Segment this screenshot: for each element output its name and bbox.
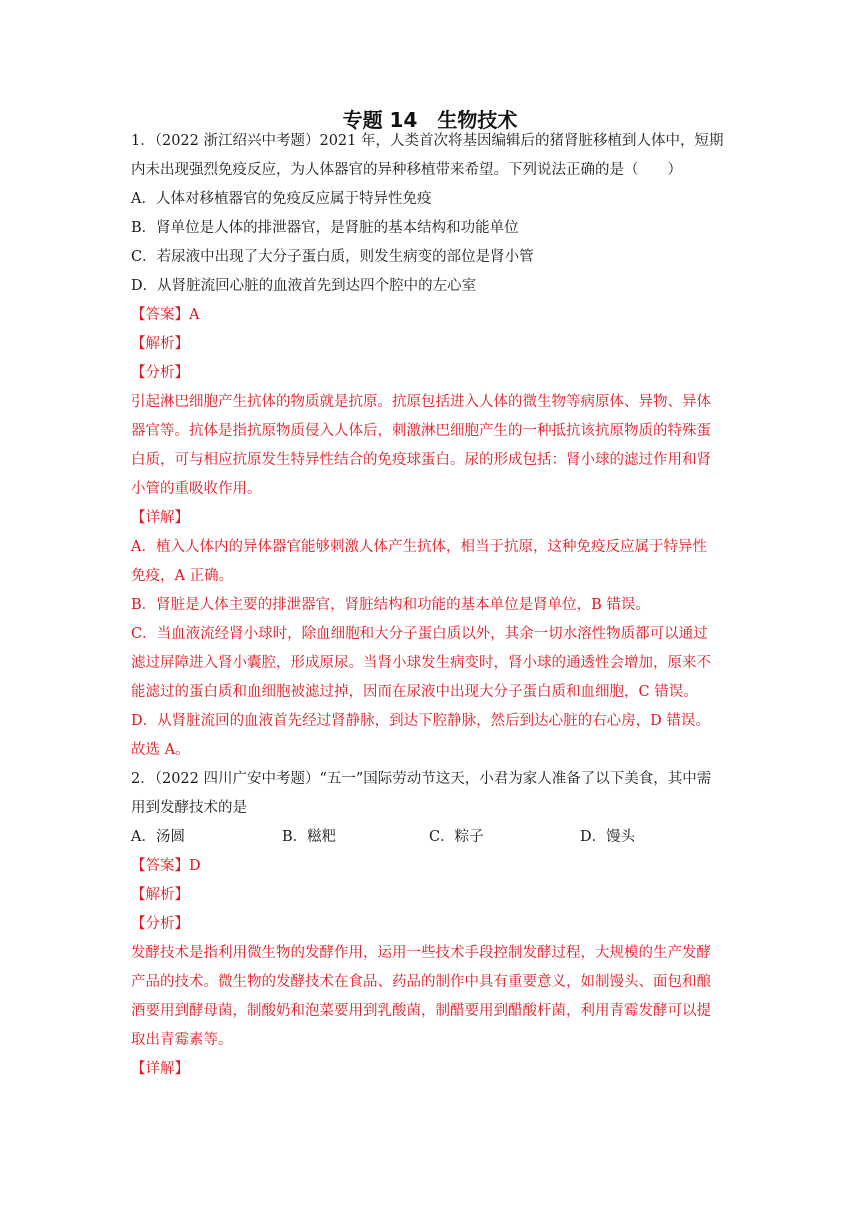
option-d: D．从肾脏流回心脏的血液首先到达四个腔中的左心室	[131, 278, 477, 294]
option-c: C．若尿液中出现了大分子蛋白质，则发生病变的部位是肾小管	[131, 249, 534, 265]
question-stem-line: 2．（2022 四川广安中考题）“五一”国际劳动节这天，小君为家人准备了以下美食，其中需	[131, 771, 712, 787]
detail-label: 【详解】	[131, 510, 189, 526]
analysis-line: 小管的重吸收作用。	[131, 481, 262, 497]
detail-line: 故选 A。	[131, 742, 190, 758]
option-c: C．粽子	[429, 829, 484, 845]
options-row	[131, 823, 731, 852]
analysis-line: 酒要用到酵母菌，制酸奶和泡菜要用到乳酸菌，制醋要用到醋酸杆菌，利用青霉发酵可以提	[131, 1003, 711, 1019]
option-b: B．糍粑	[282, 829, 337, 845]
analysis-line: 白质，可与相应抗原发生特异性结合的免疫球蛋白。尿的形成包括：肾小球的滤过作用和肾	[131, 452, 711, 468]
detail-line: 免疫，A 正确。	[131, 568, 234, 584]
explanation-label: 【解析】	[131, 887, 189, 903]
option-a: A．汤圆	[131, 829, 185, 845]
detail-line: C．当血液流经肾小球时，除血细胞和大分子蛋白质以外，其余一切水溶性物质都可以通过	[131, 626, 708, 642]
option-d: D．馒头	[580, 829, 636, 845]
document-body	[131, 127, 731, 1084]
detail-line: 滤过屏障进入肾小囊腔，形成原尿。当肾小球发生病变时，肾小球的通透性会增加，原来不	[131, 655, 711, 671]
detail-label: 【详解】	[131, 1061, 189, 1077]
detail-line: B．肾脏是人体主要的排泄器官，肾脏结构和功能的基本单位是肾单位，B 错误。	[131, 597, 650, 613]
analysis-line: 取出青霉素等。	[131, 1032, 233, 1048]
option-a: A．人体对移植器官的免疫反应属于特异性免疫	[131, 191, 432, 207]
question-stem-line: 内未出现强烈免疫反应，为人体器官的异种移植带来希望。下列说法正确的是（ ）	[131, 162, 682, 178]
question-stem-line: 1．（2022 浙江绍兴中考题）2021 年，人类首次将基因编辑后的猪肾脏移植到人体中，短期	[131, 133, 724, 149]
analysis-line: 产品的技术。微生物的发酵技术在食品、药品的制作中具有重要意义，如制馒头、面包和酿	[131, 974, 711, 990]
question-2	[131, 765, 731, 1084]
explanation-label: 【解析】	[131, 336, 189, 352]
detail-line: A．植入人体内的异体器官能够刺激人体产生抗体，相当于抗原，这种免疫反应属于特异性	[131, 539, 707, 555]
page-title: 专题 14 生物技术	[342, 108, 518, 132]
detail-line: D．从肾脏流回的血液首先经过肾静脉，到达下腔静脉，然后到达心脏的右心房，D 错误。	[131, 713, 710, 729]
analysis-line: 发酵技术是指利用微生物的发酵作用，运用一些技术手段控制发酵过程，大规模的生产发酵	[131, 945, 711, 961]
detail-line: 能滤过的蛋白质和血细胞被滤过掉，因而在尿液中出现大分子蛋白质和血细胞，C 错误。	[131, 684, 698, 700]
option-b: B．肾单位是人体的排泄器官，是肾脏的基本结构和功能单位	[131, 220, 519, 236]
answer-label: 【答案】A	[131, 307, 200, 323]
question-stem-line: 用到发酵技术的是	[131, 800, 247, 816]
analysis-label: 【分析】	[131, 365, 189, 381]
analysis-label: 【分析】	[131, 916, 189, 932]
question-1	[131, 127, 731, 765]
analysis-line: 引起淋巴细胞产生抗体的物质就是抗原。抗原包括进入人体的微生物等病原体、异物、异体	[131, 394, 711, 410]
answer-label: 【答案】D	[131, 858, 201, 874]
analysis-line: 器官等。抗体是指抗原物质侵入人体后，刺激淋巴细胞产生的一种抵抗该抗原物质的特殊蛋	[131, 423, 711, 439]
